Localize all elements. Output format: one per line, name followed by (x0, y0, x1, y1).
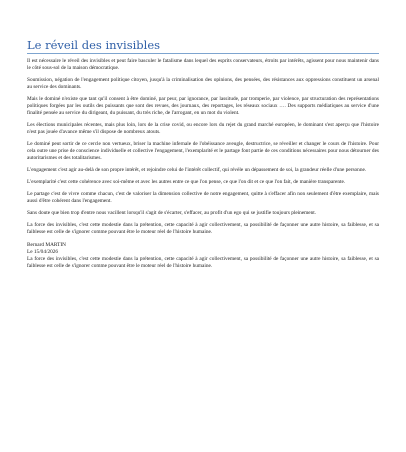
date-line: Le 15/04/2026 (27, 248, 59, 255)
paragraph-2: Soumission, négation de l'engagement politique citoyen, jusqu'à la criminalisation des opinions, des pensées, des résistances aux oppressions constituent un arsenal au service des dominants. (27, 77, 379, 90)
paragraph-9: Sans doute que bien trop d'entre nous vacillent lorsqu'il s'agit de s'écarter, s'effacer, au profit d'un ego qui se justifie toujours pleinement. (27, 210, 317, 216)
paragraph-7: L'exemplarité c'est cette cohérence avec soi-même et avec les autres entre ce que l'on pense, ce que l'on dit et ce que l'on fait, de manière transparente. (27, 178, 346, 185)
title-divider (27, 53, 379, 54)
signature-block (27, 242, 379, 256)
paragraph-1: Il est nécessaire le réveil des invisibles et peut faire basculer le fatalisme dans lequel des esprits conservateurs, étroits par intérêts, agissent pour nous maintenir dans le côté sous-sol de la maison démocratique. (27, 58, 379, 71)
document-body (27, 58, 379, 275)
paragraph-8: Le partage c'est de vivre comme chacun, c'est de valoriser la dimension collective de notre engagement, quitte à s'effacer afin non seulement d'être exemplaire, mais aussi d'être cohérent dans l'engagement. (27, 191, 379, 204)
document-title: Le réveil des invisibles (27, 38, 161, 52)
paragraph-4: Les élections municipales récentes, mais plus loin, lors de la crise covid, ou encore lors du rejet du grand marché européen, le dominant s'est aperçu que l'histoire n'est pas jouée d'avance même s'il dispose de nombreux atouts. (27, 121, 379, 135)
paragraph-10: La force des invisibles, c'est cette modestie dans la prétention, cette capacité à agir collectivement, sa possibilité de façonner une autre histoire, sa faiblesse, et sa faiblesse est celle de s'ignorer comme pouvant être le moteur réel de l'histoire humaine. (27, 222, 379, 235)
closing-paragraph: La force des invisibles, c'est cette modestie dans la prétention, cette capacité à agir collectivement, sa possibilité de façonner une autre histoire, sa faiblesse, et sa faiblesse est celle de s'ignorer comme pouvant être le moteur réel de l'histoire humaine. (27, 255, 379, 269)
paragraph-5: Le dominé peut sortir de ce cercle non vertueux, briser la machine infernale de l'obéissance aveugle, destructrice, se réveiller et changer le cours de l'histoire. Pour cela outre une prise de conscience individuelle et collective l'engagement, l'exemplarité et le partage font partie de ces conditions nécessaires pour nous détourner des autoritarismes et des totalitarismes. (27, 140, 379, 161)
author-name: Bernard MARTIN (27, 241, 66, 248)
paragraph-6: L'engagement c'est agir au-delà de son propre intérêt, et rejoindre celui de l'intérêt collectif, qui révèle un dépassement de soi, la grandeur réelle d'une personne. (27, 166, 367, 173)
paragraph-3: Mais le dominé n'existe que tant qu'il consent à être dominé, par peur, par ignorance, par lassitude, par tromperie, par violence, par structuration des représentations politiques forgées par les outils des puissants que sont des revues, des journaux, des reportages, les réseaux sociaux …. Des supports médiatiques au service d'une finalité pensée au service du dirigeant, du puissant, du très riche, de l'arrogant, en un mot du violent. (27, 96, 379, 116)
